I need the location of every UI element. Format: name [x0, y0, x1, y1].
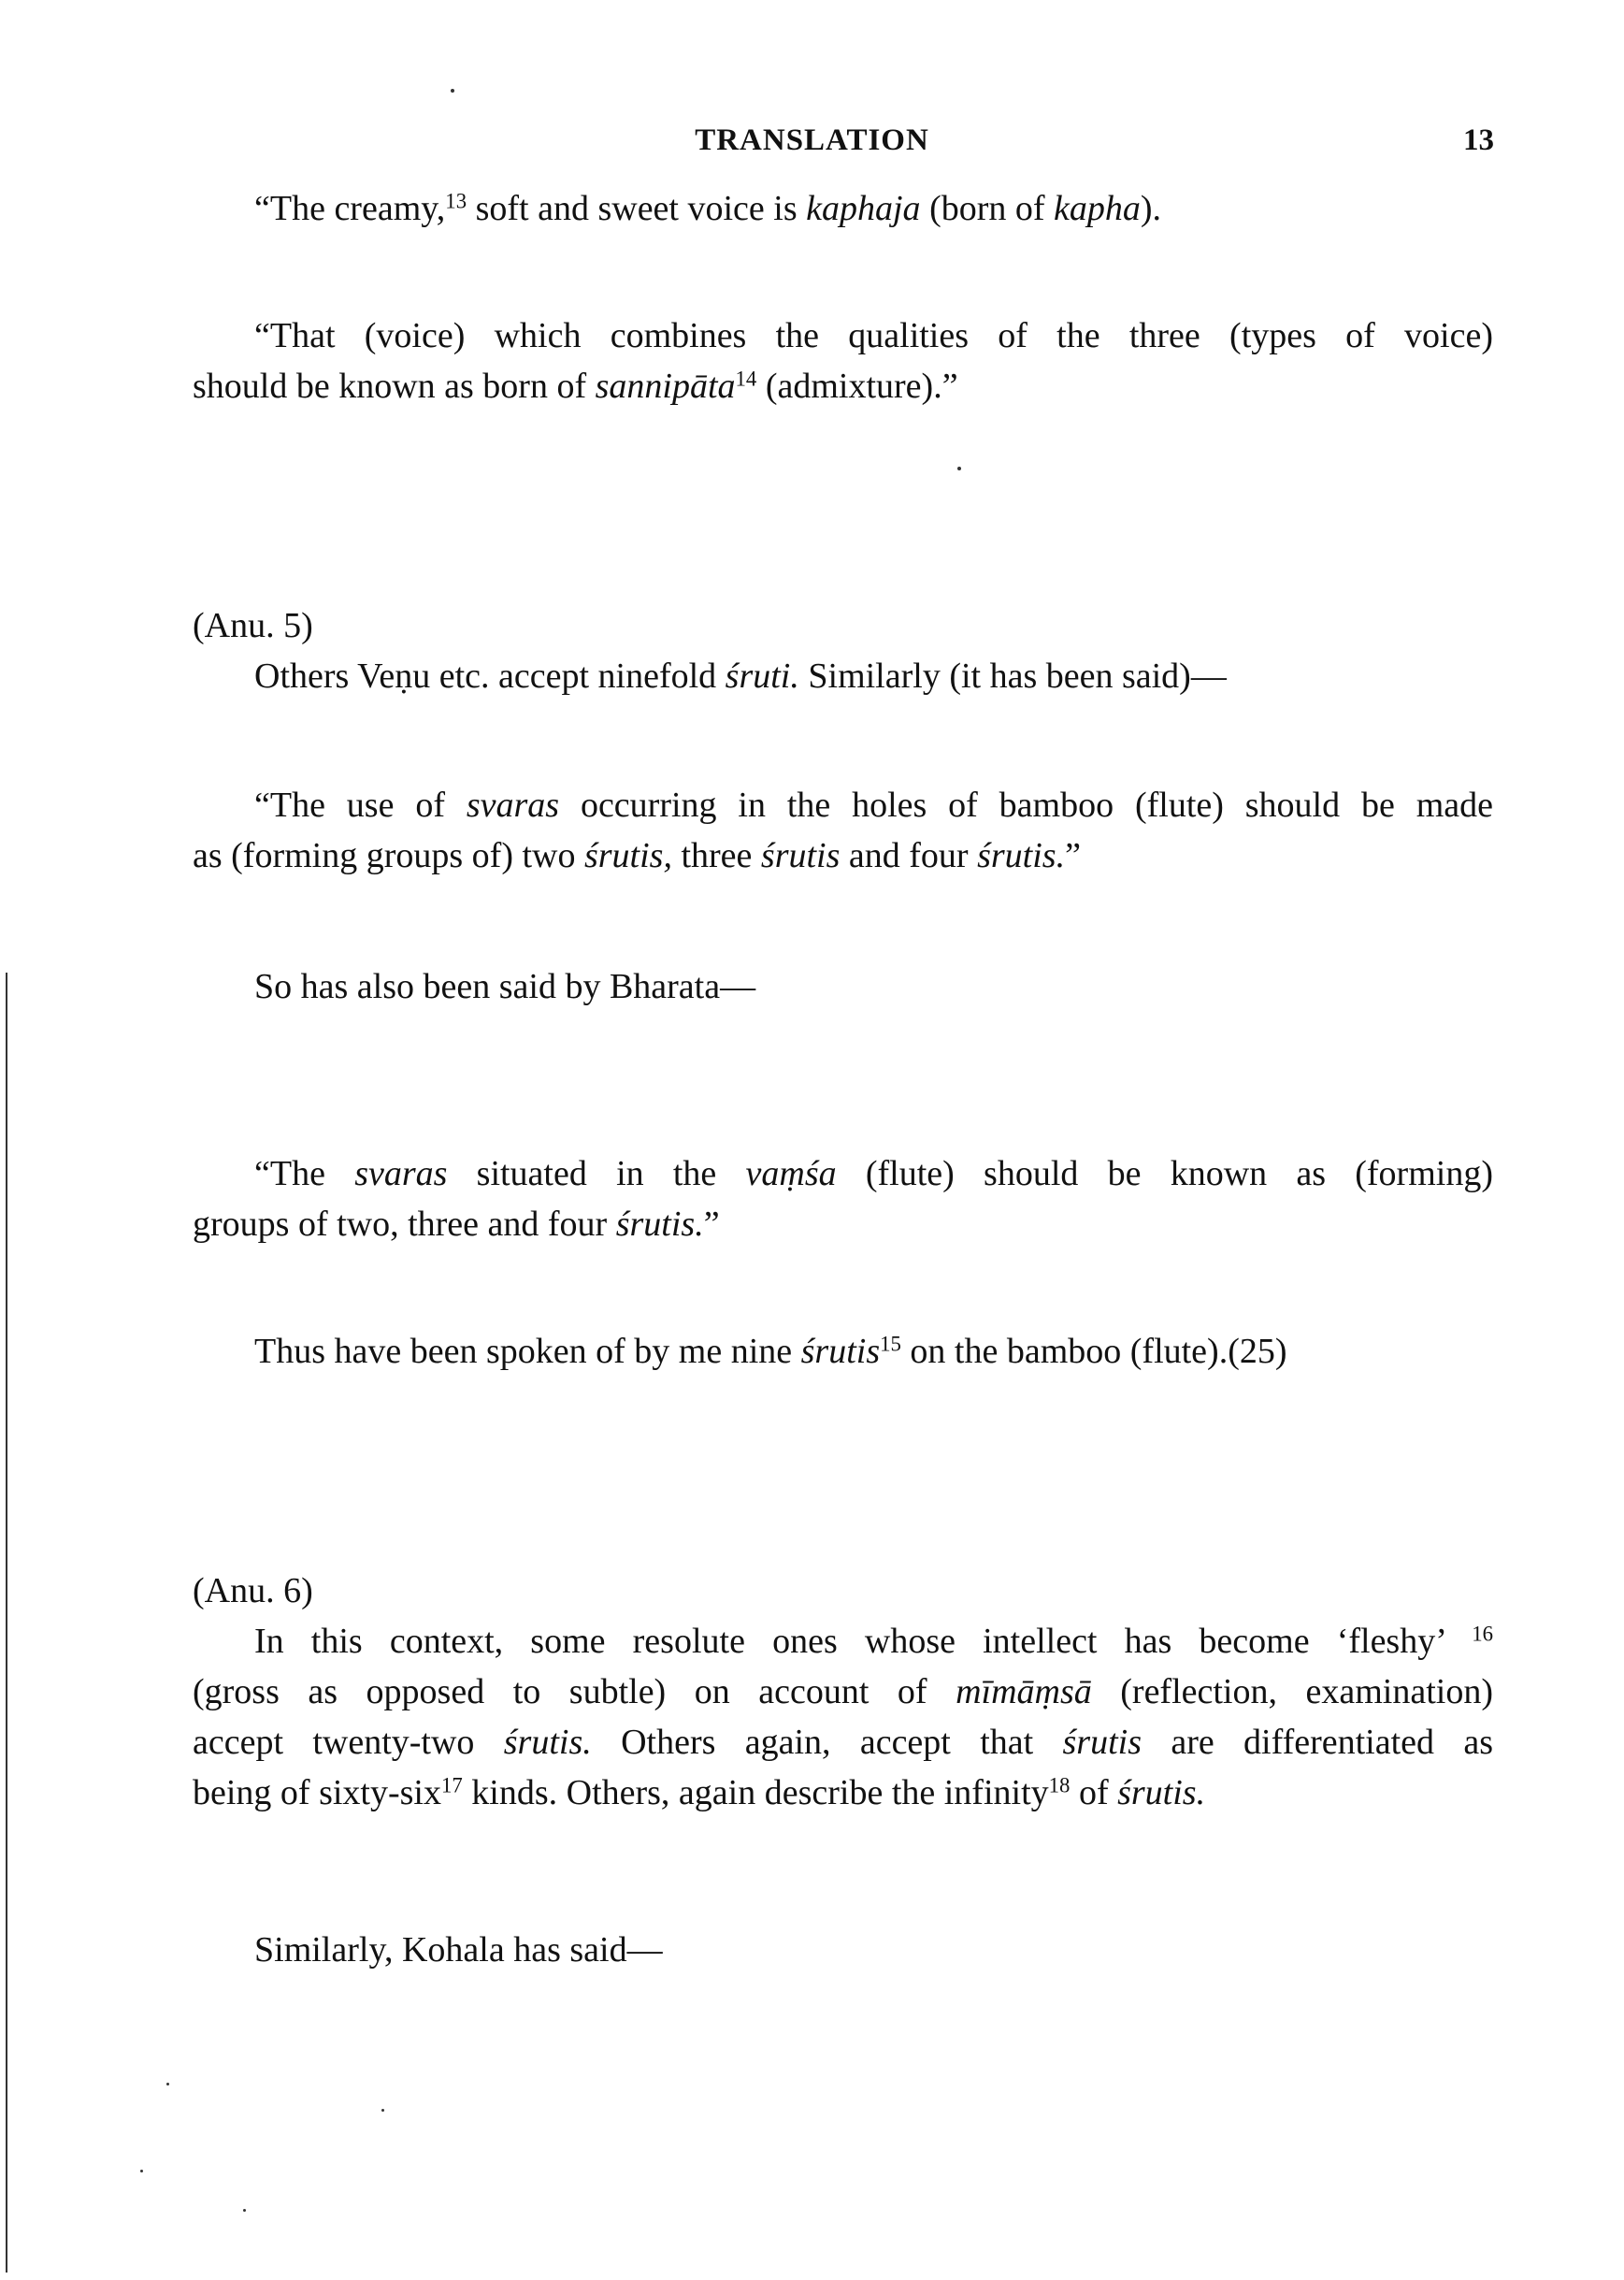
- italic-term: śrutis.: [615, 1205, 704, 1244]
- italic-term: śrutis.: [1117, 1773, 1206, 1812]
- paragraph-anu-6-line-1: [254, 1623, 1493, 1659]
- text-run: kinds. Others, again describe the infinity: [462, 1773, 1049, 1812]
- italic-term: vaṃśa: [745, 1154, 837, 1193]
- quote-flute-line-2: [193, 838, 1081, 873]
- paragraph-kohala: Similarly, Kohala has said—: [254, 1930, 663, 1970]
- paragraph-sannipata-line-1: “That (voice) which combines the qualities of the three (types of voice): [254, 316, 1493, 355]
- italic-term: mīmāṃsā: [956, 1672, 1092, 1711]
- section-label-anu-5: (Anu. 5): [193, 606, 313, 645]
- quote-flute-line-1: [254, 787, 1493, 823]
- text-run: Others Veṇu etc. accept ninefold: [254, 657, 726, 696]
- italic-term: svaras: [466, 786, 560, 825]
- speck: [166, 2083, 169, 2085]
- scan-margin-line: [6, 973, 7, 2273]
- speck: [243, 2209, 246, 2212]
- paragraph-anu-6-line-2: [193, 1674, 1493, 1710]
- text-run: accept twenty-two: [193, 1723, 504, 1762]
- italic-term: kaphaja: [806, 189, 921, 228]
- speck: [957, 467, 961, 470]
- text-run: ”: [703, 1205, 720, 1244]
- paragraph-sannipata-line-2: [193, 368, 958, 404]
- text-run: (admixture).”: [756, 367, 958, 406]
- paragraph-nine-srutis: [254, 1334, 1287, 1369]
- text-run: of: [1070, 1773, 1118, 1812]
- quote-vamsa-line-2: [193, 1206, 720, 1242]
- text-run: three: [671, 836, 761, 875]
- speck: [140, 2170, 143, 2172]
- text-run: should be known as born of: [193, 367, 596, 406]
- text-run: (gross as opposed to subtle) on account of: [193, 1672, 956, 1711]
- text-run: (born of: [920, 189, 1055, 228]
- text-run: groups of two, three and four: [193, 1205, 616, 1244]
- text-run: (reflection, examination): [1091, 1672, 1493, 1711]
- text-run: ”: [1065, 836, 1081, 875]
- text-run: Others again, accept that: [591, 1723, 1063, 1762]
- italic-term: śrutis: [760, 836, 841, 875]
- text-run: occurring in the holes of bamboo (flute) should be made: [559, 786, 1493, 825]
- italic-term: śrutis: [1062, 1723, 1142, 1762]
- paragraph-anu-6-line-3: [193, 1724, 1493, 1760]
- text-run: are differentiated as: [1142, 1723, 1494, 1762]
- speck: [381, 2109, 384, 2112]
- footnote-marker: 14: [735, 367, 757, 391]
- italic-term: śruti.: [725, 657, 799, 696]
- page-number: 13: [1463, 123, 1494, 157]
- text-run: ).: [1140, 189, 1162, 228]
- text-run: and four: [840, 836, 978, 875]
- text-run: Similarly (it has been said)—: [798, 657, 1227, 696]
- footnote-marker: 17: [440, 1773, 463, 1797]
- text-run: as (forming groups of) two: [193, 836, 584, 875]
- text-run: situated in the: [447, 1154, 746, 1193]
- italic-term: sannipāta: [595, 367, 736, 406]
- text-run: “The: [254, 1154, 355, 1193]
- text-run: soft and sweet voice is: [467, 189, 807, 228]
- footnote-marker: 15: [880, 1332, 901, 1356]
- italic-term: śrutis,: [583, 836, 672, 875]
- paragraph-bharata: So has also been said by Bharata—: [254, 967, 756, 1006]
- italic-term: śrutis.: [977, 836, 1066, 875]
- text-run: being of sixty-six: [193, 1773, 441, 1812]
- paragraph-anu-6-line-4: [193, 1775, 1205, 1811]
- footnote-marker: 13: [445, 189, 467, 213]
- text-run: (flute) should be known as (forming): [836, 1154, 1493, 1193]
- text-run: “The use of: [254, 786, 467, 825]
- text-run: In this context, some resolute ones whose intellect has become ‘fleshy’: [254, 1622, 1473, 1661]
- speck: [451, 89, 454, 93]
- section-label-anu-6: (Anu. 6): [193, 1571, 313, 1610]
- text-run: “The creamy,: [254, 189, 446, 228]
- text-run: on the bamboo (flute).(25): [900, 1332, 1287, 1371]
- text-run: Thus have been spoken of by me nine: [254, 1332, 801, 1371]
- running-header-title: TRANSLATION: [695, 123, 929, 157]
- footnote-marker: 18: [1048, 1773, 1071, 1797]
- italic-term: śrutis.: [503, 1723, 592, 1762]
- paragraph-anu-5: [254, 658, 1227, 694]
- quote-vamsa-line-1: [254, 1156, 1493, 1191]
- italic-term: svaras: [354, 1154, 448, 1193]
- footnote-marker: 16: [1472, 1622, 1493, 1646]
- italic-term: śrutis: [800, 1332, 881, 1371]
- italic-term: kapha: [1054, 189, 1141, 228]
- paragraph-kaphaja: [254, 191, 1161, 226]
